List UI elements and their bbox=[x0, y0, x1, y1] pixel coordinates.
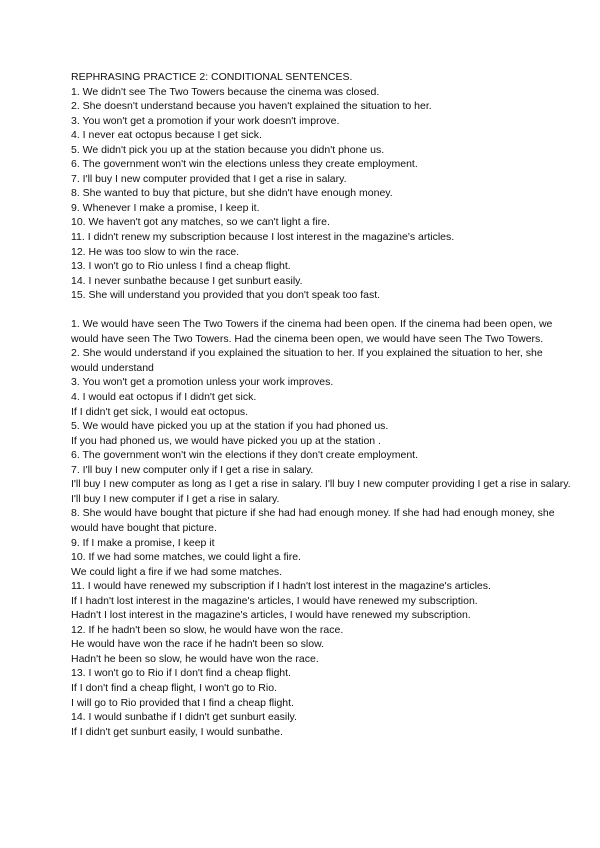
answer-item: We could light a fire if we had some matches. bbox=[71, 565, 283, 578]
answer-item: 7. I'll buy I new computer only if I get a rise in salary. bbox=[71, 463, 314, 476]
exercise-item: 13. I won't go to Rio unless I find a cheap flight. bbox=[71, 260, 291, 273]
answer-item: Hadn't he been so slow, he would have won the race. bbox=[71, 652, 319, 665]
answer-item: If I didn't get sick, I would eat octopus. bbox=[71, 405, 249, 418]
answer-item: 9. If I make a promise, I keep it bbox=[71, 536, 215, 549]
exercise-item: 4. I never eat octopus because I get sick. bbox=[71, 129, 262, 142]
exercise-item: 6. The government won't win the elections unless they create employment. bbox=[71, 158, 418, 171]
answer-item: 12. If he hadn't been so slow, he would have won the race. bbox=[71, 623, 344, 636]
exercise-item: 1. We didn't see The Two Towers because the cinema was closed. bbox=[71, 85, 380, 98]
answer-item: I will go to Rio provided that I find a cheap flight. bbox=[71, 696, 294, 709]
answer-item: I'll buy I new computer as long as I get a rise in salary. I'll buy I new computer providing I get a rise in salary. I'll buy I new computer if I get a rise in salary. bbox=[71, 478, 571, 505]
exercise-item: 12. He was too slow to win the race. bbox=[71, 245, 240, 258]
answer-item: 13. I won't go to Rio if I don't find a cheap flight. bbox=[71, 667, 291, 680]
answer-item: 8. She would have bought that picture if she had had enough money. If she had had enough money, she would have bought that picture. bbox=[71, 507, 555, 534]
answer-item: 11. I would have renewed my subscription if I hadn't lost interest in the magazine's articles. bbox=[71, 580, 491, 593]
exercise-item: 10. We haven't got any matches, so we can't light a fire. bbox=[71, 216, 330, 229]
exercise-item: 15. She will understand you provided that you don't speak too fast. bbox=[71, 289, 381, 302]
exercise-item: 11. I didn't renew my subscription because I lost interest in the magazine's articles. bbox=[71, 231, 455, 244]
exercise-item: 3. You won't get a promotion if your work doesn't improve. bbox=[71, 114, 340, 127]
answer-item: 14. I would sunbathe if I didn't get sunburt easily. bbox=[71, 711, 297, 724]
answer-item: If you had phoned us, we would have picked you up at the station . bbox=[71, 434, 381, 447]
exercise-item: 2. She doesn't understand because you haven't explained the situation to her. bbox=[71, 100, 432, 113]
answer-item: If I don't find a cheap flight, I won't go to Rio. bbox=[71, 681, 277, 694]
answer-item: If I hadn't lost interest in the magazine's articles, I would have renewed my subscription. bbox=[71, 594, 478, 607]
answer-item: 1. We would have seen The Two Towers if the cinema had been open. If the cinema had been open, we would have seen The Two Towers. Had the cinema been open, we would have seen The Two Towers. bbox=[71, 318, 553, 345]
section-gap bbox=[71, 303, 571, 318]
answer-item: 4. I would eat octopus if I didn't get sick. bbox=[71, 391, 257, 404]
exercise-item: 9. Whenever I make a promise, I keep it. bbox=[71, 201, 260, 214]
exercise-item: 7. I'll buy I new computer provided that I get a rise in salary. bbox=[71, 172, 347, 185]
answer-item: 2. She would understand if you explained the situation to her. If you explained the situation to her, she would understand bbox=[71, 347, 543, 374]
exercise-list bbox=[71, 85, 571, 303]
exercise-item: 5. We didn't pick you up at the station because you didn't phone us. bbox=[71, 143, 385, 156]
exercise-item: 14. I never sunbathe because I get sunburt easily. bbox=[71, 274, 303, 287]
answer-item: 10. If we had some matches, we could light a fire. bbox=[71, 551, 301, 564]
document-title: REPHRASING PRACTICE 2: CONDITIONAL SENTENCES. bbox=[71, 71, 353, 83]
answer-item: 3. You won't get a promotion unless your work improves. bbox=[71, 376, 334, 389]
answer-item: He would have won the race if he hadn't been so slow. bbox=[71, 638, 324, 651]
answer-item: 6. The government won't win the elections if they don't create employment. bbox=[71, 449, 419, 462]
exercise-item: 8. She wanted to buy that picture, but she didn't have enough money. bbox=[71, 187, 393, 200]
answer-item: 5. We would have picked you up at the station if you had phoned us. bbox=[71, 420, 389, 433]
answer-item: Hadn't I lost interest in the magazine's articles, I would have renewed my subscription. bbox=[71, 609, 471, 622]
answer-item: If I didn't get sunburt easily, I would sunbathe. bbox=[71, 725, 283, 738]
worksheet-page bbox=[71, 70, 571, 739]
answer-list bbox=[71, 317, 571, 739]
